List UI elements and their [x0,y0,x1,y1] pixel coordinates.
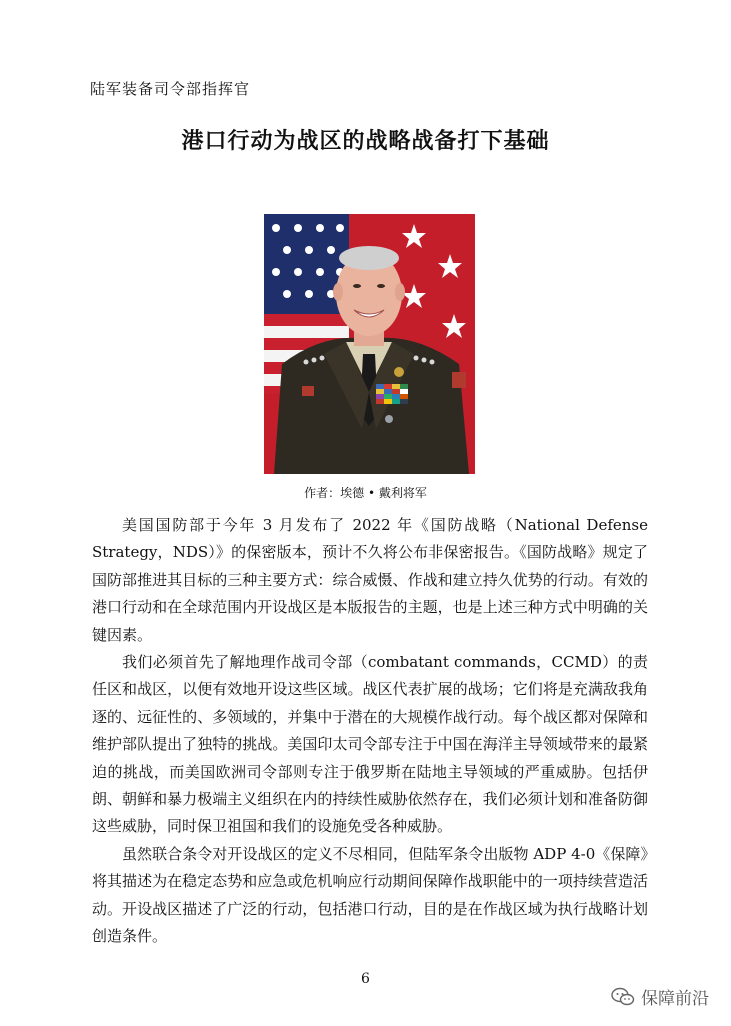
author-photo [264,214,475,474]
paragraph: 虽然联合条令对开设战区的定义不尽相同，但陆军条令出版物 ADP 4-0《保障》将其描述为在稳定态势和应急或危机响应行动期间保障作战职能中的一项持续营造活动。开设战区描述了广泛的行动，包括港口行动，目的是在作战区域为执行战略计划创造条件。 [92,844,648,946]
paragraph: 我们必须首先了解地理作战司令部（combatant commands，CCMD）的责任区和战区，以便有效地开设这些区域。战区代表扩展的战场；它们将是充满敌我角逐的、远征性的、多领域的，并集中于潜在的大规模作战行动。每个战区都对保障和维护部队提出了独特的挑战。美国印太司令部专注于中国在海洋主导领域带来的最紧迫的挑战，而美国欧洲司令部则专注于俄罗斯在陆地主导领域的严重威胁。包括伊朗、朝鲜和暴力极端主义组织在内的持续性威胁依然存在，我们必须计划和准备防御这些威胁，同时保卫祖国和我们的设施免受各种威胁。 [92,653,648,836]
paragraph: 美国国防部于今年 3 月发布了 2022 年《国防战略（National Defense Strategy，NDS）》的保密版本，预计不久将公布非保密报告。《国防战略》规定了国防部推进其目标的三种主要方式：综合威慑、作战和建立持久优势的行动。有效的港口行动和在全球范围内开设战区是本版报告的主题，也是上述三种方式中明确的关键因素。 [92,516,648,644]
wechat-icon [611,987,635,1007]
watermark-text: 保障前沿 [641,989,709,1009]
article-title: 港口行动为战区的战略战备打下基础 [181,129,550,154]
header-label: 陆军装备司令部指挥官 [90,80,251,98]
photo-caption: 作者：埃德 • 戴利将军 [304,486,427,500]
article-body [92,512,648,951]
watermark [611,984,709,1009]
page-number: 6 [361,971,370,987]
